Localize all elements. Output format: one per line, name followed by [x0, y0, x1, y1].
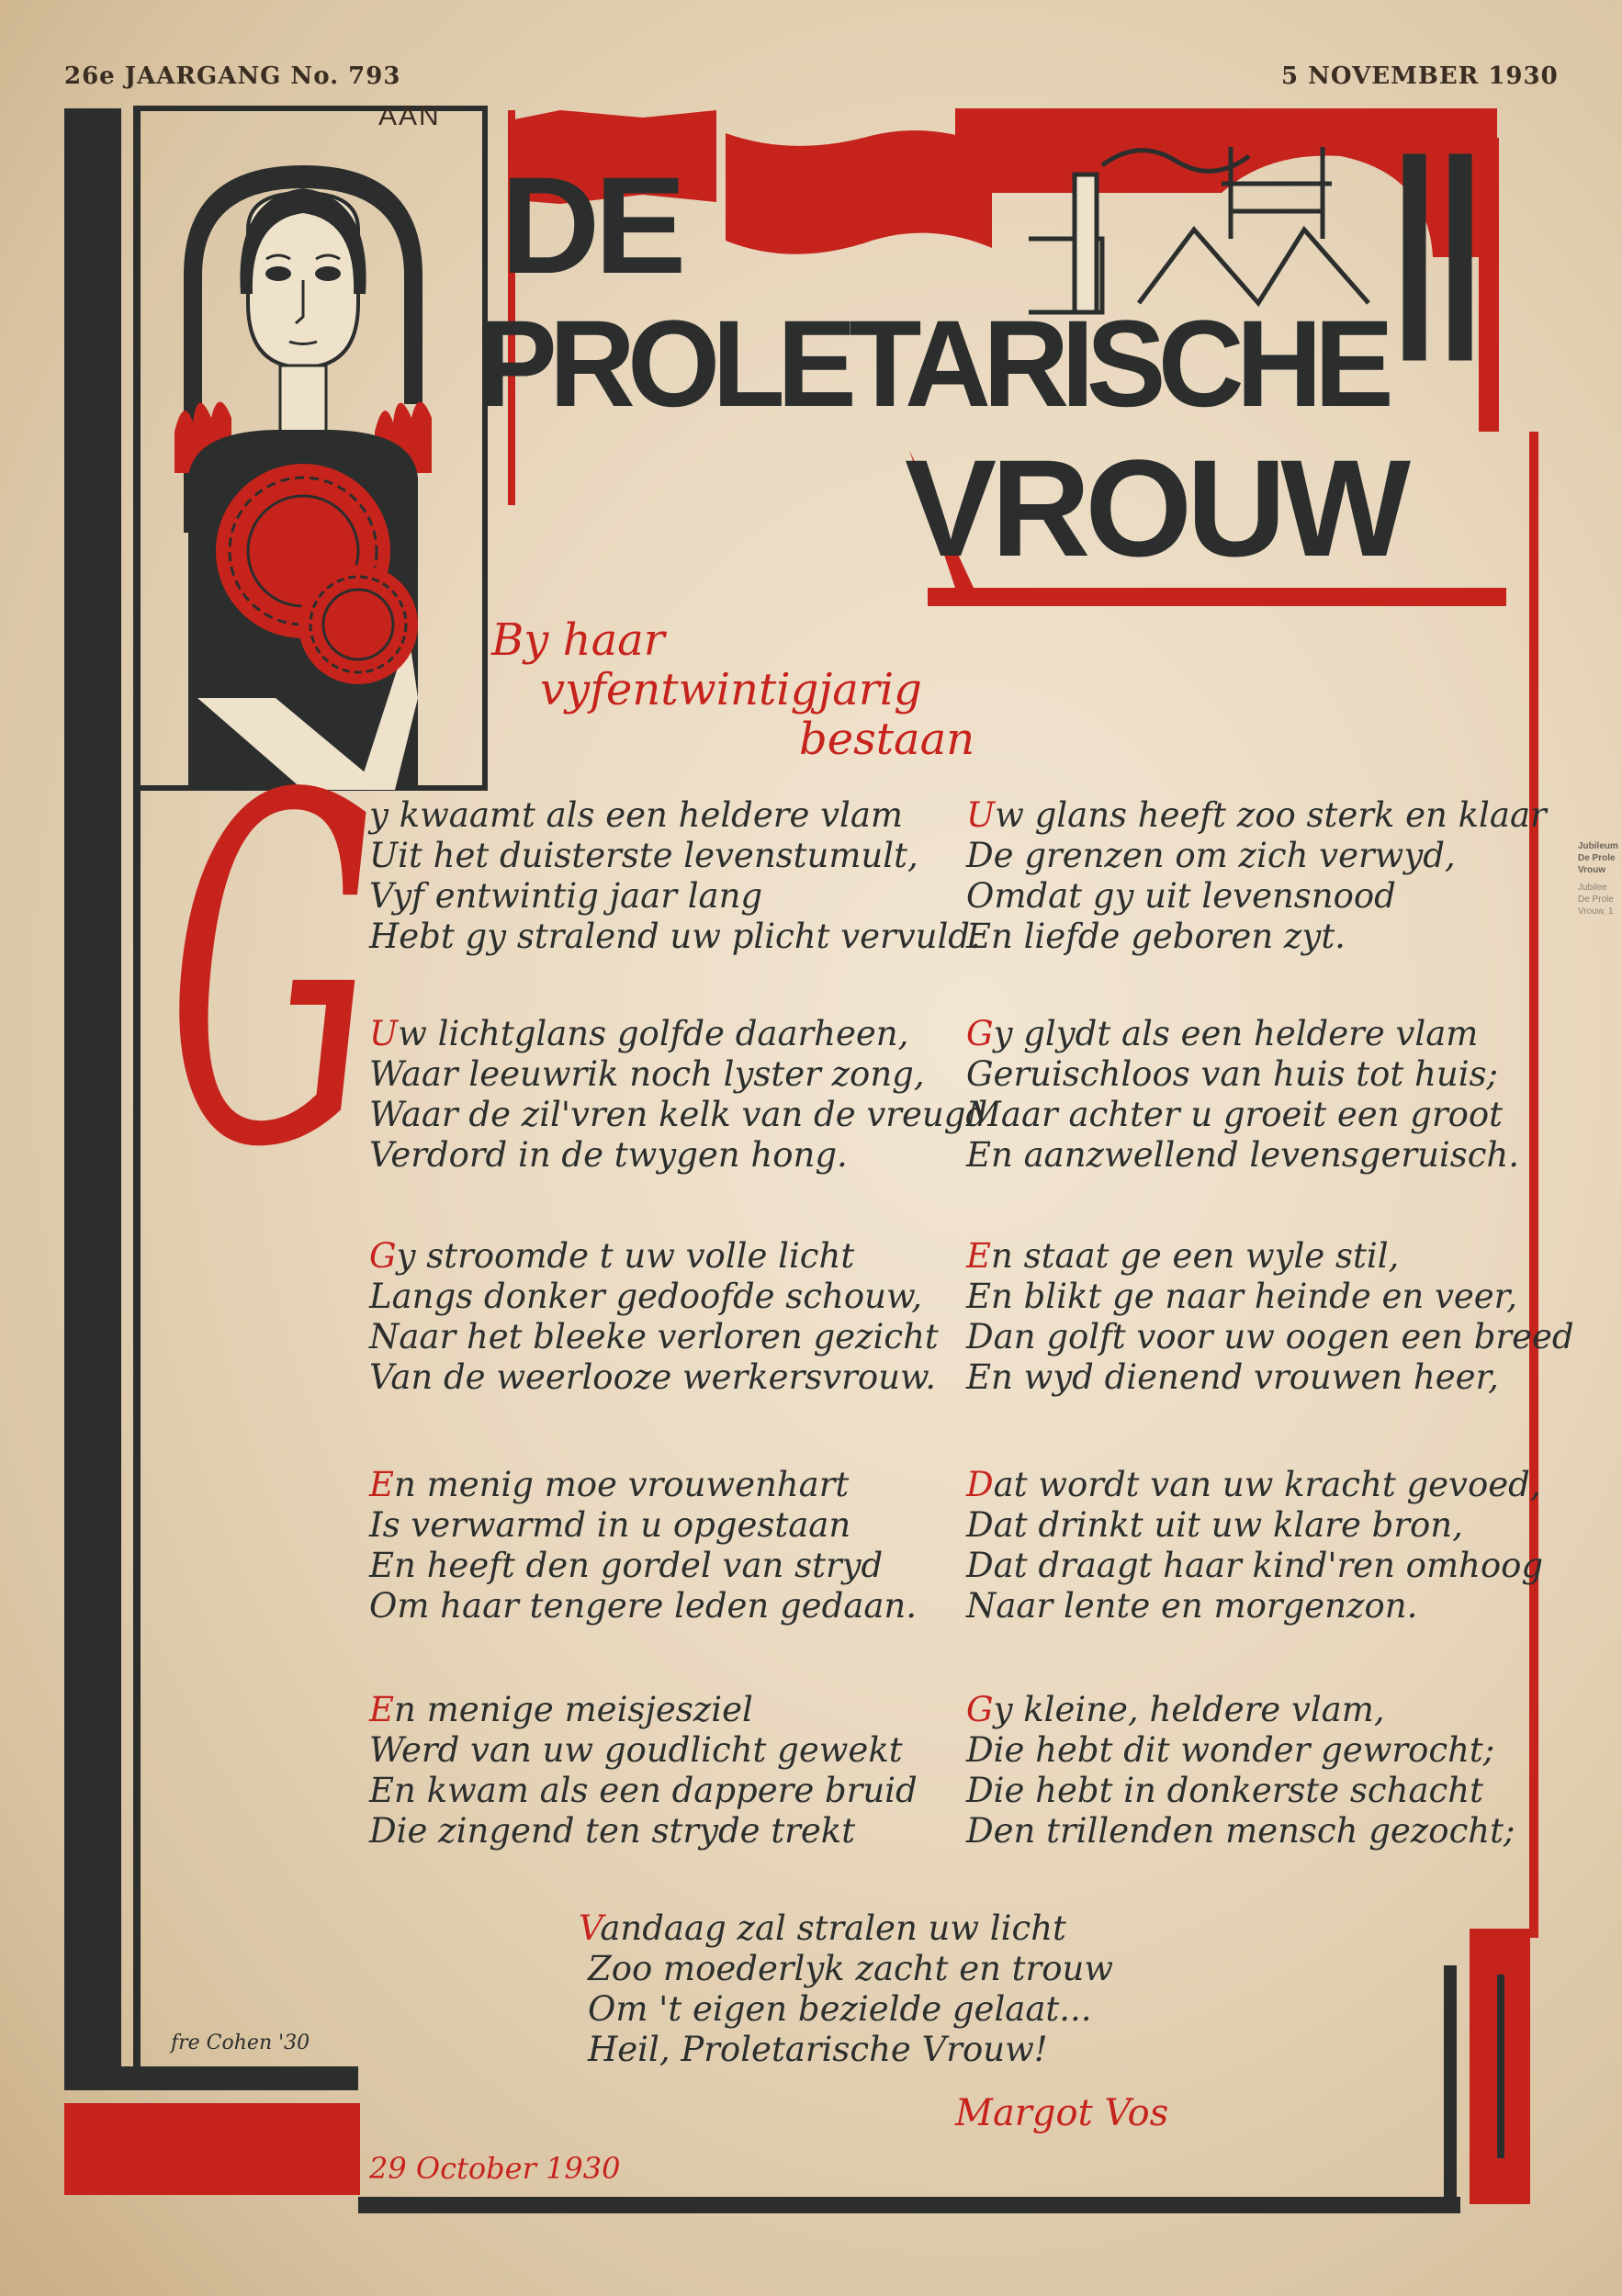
poem-line: En blikt ge naar heinde en veer, [966, 1277, 1518, 1316]
stanza-initial: G [966, 1690, 994, 1729]
frame-bottom-dark [64, 2066, 358, 2090]
stanza [966, 1236, 1574, 1398]
stanza-initial: U [966, 795, 996, 835]
poem-line: Hebt gy stralend uw plicht vervuld. [369, 917, 981, 956]
poem-line: Is verwarmd in u opgestaan [369, 1505, 851, 1545]
poem-line: Geruischloos van huis tot huis; [966, 1054, 1498, 1094]
dedication-line-1: By haar [491, 614, 665, 666]
poem-line: En staat ge een wyle stil, [966, 1236, 1400, 1276]
frame-left-bar [64, 108, 121, 2074]
closing-line-2: Zoo moederlyk zacht en trouw [588, 1949, 1114, 1988]
stanza-initial: U [369, 1014, 399, 1053]
poem-line: En kwam als een dappere bruid [369, 1771, 918, 1810]
closing-line-3: Om 't eigen bezielde gelaat... [588, 1989, 1092, 2029]
poem-line: En wyd dienend vrouwen heer, [966, 1357, 1499, 1397]
masthead-proletarische: PROLETARISCHE [478, 296, 1387, 433]
stanza [369, 795, 981, 957]
closing-line-1: Vandaag zal stralen uw licht [579, 1908, 1066, 1948]
poem-line: y kwaamt als een heldere vlam [369, 795, 903, 835]
side-label-sub: Jubilee De Prole Vrouw, 1 [1578, 883, 1614, 917]
frame-bottom-line [358, 2197, 1460, 2213]
poem-line: Den trillenden mensch gezocht; [966, 1811, 1515, 1851]
stanza-initial: E [369, 1465, 395, 1504]
closing-line-4: Heil, Proletarische Vrouw! [588, 2030, 1048, 2069]
stanza-initial: D [966, 1465, 994, 1504]
poem-line: En heeft den gordel van stryd [369, 1546, 884, 1585]
figure-neck [280, 366, 326, 434]
frame-right-red-inner [1497, 1975, 1504, 2158]
stanza [966, 1690, 1515, 1851]
stanza-initial: E [369, 1690, 395, 1729]
poem-line: Dan golft voor uw oogen een breed [966, 1317, 1574, 1356]
poem-line: En liefde geboren zyt. [966, 917, 1346, 956]
poem-line: Dat draagt haar kind'ren omhoog [966, 1546, 1544, 1585]
frame-right-red [1529, 432, 1538, 1938]
issue-date: 5 NOVEMBER 1930 [1281, 62, 1559, 90]
author-name: Margot Vos [955, 2092, 1169, 2134]
museum-side-label [1578, 840, 1618, 917]
closing-initial: V [579, 1908, 601, 1948]
poem-line: Gy stroomde t uw volle licht [369, 1236, 855, 1276]
footer-date: 29 October 1930 [369, 2151, 621, 2186]
side-label-title: Jubileum De Prole Vrouw [1578, 841, 1618, 875]
poem-line: Om haar tengere leden gedaan. [369, 1586, 917, 1626]
poem-line: Omdat gy uit levensnood [966, 876, 1396, 916]
stanza [369, 1014, 987, 1176]
stanza [966, 1465, 1543, 1626]
poem-line: En menig moe vrouwenhart [369, 1465, 850, 1504]
masthead-vrouw: VROUW [905, 431, 1405, 585]
stanza-initial: G [966, 1014, 994, 1053]
poem-line: Dat drinkt uit uw klare bron, [966, 1505, 1463, 1545]
frame-right-dark [1444, 1965, 1457, 2209]
vrouw-underline [928, 588, 1506, 606]
poem-line: Naar lente en morgenzon. [966, 1586, 1418, 1626]
poem-line: Die hebt dit wonder gewrocht; [966, 1730, 1495, 1770]
poem-line: Die zingend ten stryde trekt [369, 1811, 856, 1851]
poem-line: Maar achter u groeit een groot [966, 1095, 1504, 1134]
stanza [369, 1690, 918, 1851]
stanza [369, 1465, 917, 1626]
poem-line: Verdord in de twygen hong. [369, 1135, 848, 1175]
poem-line: En aanzwellend levensgeruisch. [966, 1135, 1520, 1175]
poem-line: Naar het bleeke verloren gezicht [369, 1317, 939, 1356]
poem-line: Waar de zil'vren kelk van de vreugd [369, 1095, 988, 1134]
poem-line: Van de weerlooze werkersvrouw. [369, 1357, 936, 1397]
artist-signature: fre Cohen '30 [171, 2032, 310, 2054]
poem-line: De grenzen om zich verwyd, [966, 836, 1456, 875]
red-flag-middle [726, 130, 992, 254]
poem-line: Werd van uw goudlicht gewekt [369, 1730, 903, 1770]
poem-line: Waar leeuwrik noch lyster zong, [369, 1054, 925, 1094]
frame-bottom-red-block [64, 2103, 360, 2195]
poem-line: Gy kleine, heldere vlam, [966, 1690, 1385, 1729]
stanza [369, 1236, 939, 1398]
stanza [966, 1014, 1519, 1176]
closing-stanza [579, 1908, 1113, 2070]
poem-line: Die hebt in donkerste schacht [966, 1771, 1483, 1810]
masthead-de: DE [501, 148, 681, 302]
poem-line: Vyf entwintig jaar lang [369, 876, 763, 916]
poem-line: Gy glydt als een heldere vlam [966, 1014, 1479, 1053]
poem-line: En menige meisjesziel [369, 1690, 753, 1729]
dedication-line-3: bestaan [799, 714, 975, 765]
poem-line: Langs donker gedoofde schouw, [369, 1277, 922, 1316]
issue-number: 26e JAARGANG No. 793 [64, 62, 401, 90]
drop-initial-g: G [167, 695, 377, 1252]
poem-line: Dat wordt van uw kracht gevoed, [966, 1465, 1541, 1504]
dedication-line-2: vyfentwintigjarig [540, 664, 922, 715]
stanza-initial: E [966, 1236, 992, 1276]
stanza [966, 795, 1547, 957]
poem-line: Uw glans heeft zoo sterk en klaar [966, 795, 1547, 835]
poem-line: Uit het duisterste levenstumult, [369, 836, 918, 875]
masthead-aan: AAN [378, 101, 441, 131]
stanza-initial: G [369, 1236, 397, 1276]
poem-line: Uw lichtglans golfde daarheen, [369, 1014, 909, 1053]
